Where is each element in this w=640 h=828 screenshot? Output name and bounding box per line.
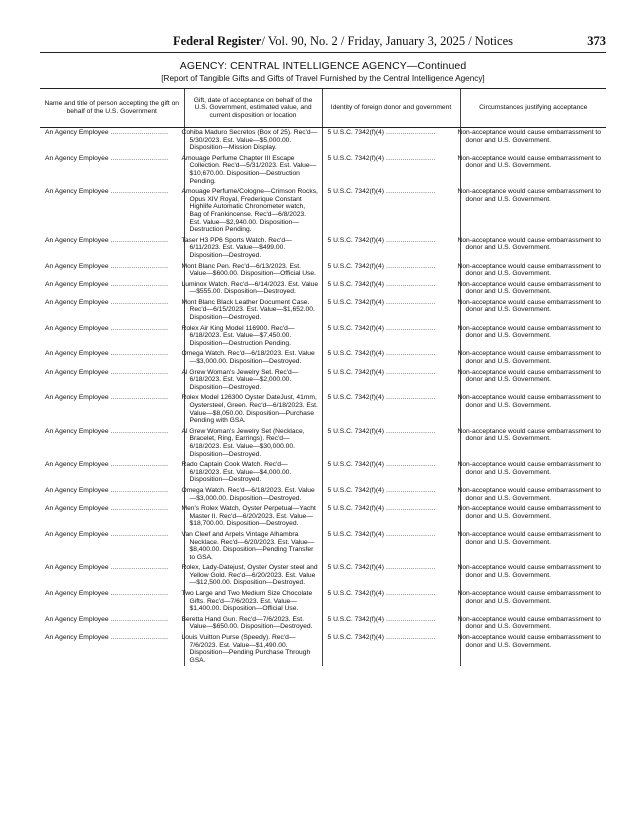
cell-donor: [322, 427, 460, 460]
cell-gift: [181, 262, 322, 280]
cell-gift-text: Al Grew Woman's Jewelry Set. Rec'd—6/18/2023. Est. Value—$2,000.00. Disposition—Destroyed.: [181, 368, 299, 391]
column-header-gift: Gift, date of acceptance on behalf of the U.S. Government, estimated value, and current disposition or location: [184, 89, 322, 128]
cell-donor: [322, 486, 460, 504]
table-row: [40, 589, 606, 615]
cell-recipient: [40, 280, 184, 298]
cell-recipient: [40, 187, 184, 236]
cell-recipient: [40, 349, 184, 367]
cell-recipient: [40, 368, 184, 394]
cell-recipient-text: An Agency Employee: [45, 298, 109, 306]
cell-donor: [322, 530, 460, 563]
cell-gift-text: Taser H3 PP6 Sports Watch. Rec'd—6/11/2023. Est. Value—$499.00. Disposition—Destroyed.: [181, 236, 292, 259]
leader-dots: ............................: [108, 615, 169, 623]
cell-donor-text: 5 U.S.C. 7342(f)(4): [327, 486, 384, 494]
cell-donor-text: 5 U.S.C. 7342(f)(4): [327, 236, 384, 244]
cell-circumstances: [457, 393, 606, 426]
cell-gift: [181, 187, 322, 236]
cell-gift: [181, 324, 322, 350]
leader-dots: ............................: [108, 350, 169, 358]
cell-recipient-text: An Agency Employee: [45, 634, 109, 642]
cell-gift: [181, 349, 322, 367]
cell-gift: [181, 530, 322, 563]
cell-recipient-text: An Agency Employee: [45, 280, 109, 288]
cell-circumstances: [457, 154, 606, 187]
cell-recipient-text: An Agency Employee: [45, 188, 109, 196]
leader-dots: ........................: [384, 486, 436, 494]
cell-circumstances: [457, 187, 606, 236]
cell-circumstances-text: Non-acceptance would cause embarrassment to donor and U.S. Government.: [457, 368, 601, 384]
cell-circumstances-text: Non-acceptance would cause embarrassment to donor and U.S. Government.: [457, 280, 601, 296]
cell-circumstances: [457, 324, 606, 350]
journal-name: Federal Register: [172, 34, 262, 48]
cell-recipient-text: An Agency Employee: [45, 236, 109, 244]
cell-recipient: [40, 427, 184, 460]
table-row: [40, 393, 606, 426]
leader-dots: ........................: [384, 129, 436, 136]
cell-circumstances-text: Non-acceptance would cause embarrassment to donor and U.S. Government.: [457, 564, 601, 579]
table-row: [40, 530, 606, 563]
cell-donor-text: 5 U.S.C. 7342(f)(4): [327, 505, 384, 513]
cell-recipient: [40, 393, 184, 426]
cell-donor-text: 5 U.S.C. 7342(f)(4): [327, 298, 384, 306]
leader-dots: ........................: [384, 590, 436, 598]
table-row: [40, 262, 606, 280]
leader-dots: ........................: [384, 394, 436, 402]
cell-donor: [322, 324, 460, 350]
cell-donor-text: 5 U.S.C. 7342(f)(4): [327, 634, 384, 642]
leader-dots: ........................: [384, 368, 436, 376]
leader-dots: ............................: [108, 530, 169, 538]
agency-heading: AGENCY: CENTRAL INTELLIGENCE AGENCY—Continued: [179, 60, 467, 72]
cell-circumstances: [457, 589, 606, 615]
cell-gift-text: Omega Watch. Rec'd—6/18/2023. Est. Value—$3,000.00. Disposition—Destroyed.: [181, 350, 315, 366]
cell-donor: [322, 128, 460, 154]
table-row: [40, 427, 606, 460]
leader-dots: ........................: [384, 280, 436, 288]
cell-donor: [322, 298, 460, 324]
leader-dots: ............................: [108, 298, 169, 306]
table-row: [40, 615, 606, 633]
cell-circumstances: [457, 128, 606, 154]
cell-gift-text: Rolex Air King Model 116900. Rec'd—6/18/2023. Est. Value—$7,450.00. Disposition—Destruction Pending.: [181, 324, 295, 347]
cell-recipient-text: An Agency Employee: [45, 368, 109, 376]
cell-recipient: [40, 633, 184, 666]
leader-dots: ............................: [108, 324, 169, 332]
cell-donor: [322, 236, 460, 262]
cell-circumstances-text: Non-acceptance would cause embarrassment to donor and U.S. Government.: [457, 188, 601, 203]
leader-dots: ........................: [384, 324, 436, 332]
cell-circumstances: [457, 368, 606, 394]
cell-donor-text: 5 U.S.C. 7342(f)(4): [327, 530, 384, 538]
cell-gift-text: Amouage Perfume Chapter III Escape Collection. Rec'd—5/31/2023. Est. Value—$10,670.00. Disposition—Destruction Pending.: [181, 154, 317, 185]
cell-recipient-text: An Agency Employee: [45, 262, 109, 270]
cell-circumstances-text: Non-acceptance would cause embarrassment to donor and U.S. Government.: [457, 298, 601, 314]
cell-donor-text: 5 U.S.C. 7342(f)(4): [327, 324, 384, 332]
leader-dots: ............................: [108, 427, 169, 435]
table-row: [40, 324, 606, 350]
cell-circumstances: [457, 236, 606, 262]
cell-circumstances-text: Non-acceptance would cause embarrassment to donor and U.S. Government.: [457, 154, 601, 170]
leader-dots: ........................: [384, 505, 436, 513]
cell-donor-text: 5 U.S.C. 7342(f)(4): [327, 427, 384, 435]
cell-gift: [181, 298, 322, 324]
cell-recipient: [40, 530, 184, 563]
table-row: [40, 486, 606, 504]
cell-gift-text: Omega Watch. Rec'd—6/18/2023. Est. Value—$3,000.00. Disposition—Destroyed.: [181, 486, 315, 502]
leader-dots: ............................: [108, 188, 169, 196]
cell-recipient: [40, 589, 184, 615]
cell-gift: [181, 615, 322, 633]
leader-dots: ........................: [384, 427, 436, 435]
report-title: [Report of Tangible Gifts and Gifts of Travel Furnished by the Central Intelligence Agency]: [161, 74, 485, 83]
cell-circumstances-text: Non-acceptance would cause embarrassment to donor and U.S. Government.: [457, 530, 601, 546]
cell-gift-text: Louis Vuitton Purse (Speedy). Rec'd—7/6/2023. Est. Value—$1,490.00. Disposition—Pending Purchase Through GSA.: [181, 634, 311, 664]
cell-gift-text: Beretta Hand Gun. Rec'd—7/6/2023. Est. Value—$650.00. Disposition—Destroyed.: [181, 615, 313, 631]
cell-donor: [322, 615, 460, 633]
cell-gift: [181, 633, 322, 666]
leader-dots: ........................: [384, 564, 436, 572]
cell-gift: [181, 589, 322, 615]
cell-gift-text: Amouage Perfume/Cologne—Crimson Rocks, Opus XIV Royal, Frederique Constant Highlife Automatic Chronometer watch, Bag of Frankincense. Rec'd—6/8/2023. Est. Value—$2,940.00. Disposition—Destruction Pending.: [181, 188, 318, 234]
header-citation: / Vol. 90, No. 2 / Friday, January 3, 2025 / Notices: [261, 34, 513, 48]
cell-circumstances-text: Non-acceptance would cause embarrassment to donor and U.S. Government.: [457, 427, 601, 443]
cell-recipient-text: An Agency Employee: [45, 350, 109, 358]
cell-gift-text: Luminox Watch. Rec'd—6/14/2023. Est. Value—$555.00. Disposition—Destroyed.: [181, 280, 319, 296]
cell-donor: [322, 589, 460, 615]
cell-donor: [322, 187, 460, 236]
cell-gift: [181, 368, 322, 394]
cell-circumstances: [457, 563, 606, 589]
cell-gift: [181, 460, 322, 486]
cell-circumstances-text: Non-acceptance would cause embarrassment to donor and U.S. Government.: [457, 262, 601, 278]
leader-dots: ............................: [108, 634, 169, 642]
cell-circumstances: [457, 504, 606, 530]
cell-circumstances-text: Non-acceptance would cause embarrassment to donor and U.S. Government.: [457, 505, 601, 520]
cell-gift: [181, 504, 322, 530]
cell-circumstances: [457, 298, 606, 324]
cell-circumstances-text: Non-acceptance would cause embarrassment to donor and U.S. Government.: [457, 486, 601, 502]
cell-circumstances: [457, 349, 606, 367]
table-row: [40, 504, 606, 530]
cell-donor-text: 5 U.S.C. 7342(f)(4): [327, 590, 384, 598]
leader-dots: ............................: [108, 236, 169, 244]
cell-circumstances: [457, 530, 606, 563]
header-rule: [40, 52, 606, 53]
running-header: [40, 34, 606, 50]
cell-recipient-text: An Agency Employee: [45, 564, 109, 572]
table-row: [40, 154, 606, 187]
cell-circumstances-text: Non-acceptance would cause embarrassment to donor and U.S. Government.: [457, 324, 601, 340]
cell-donor: [322, 633, 460, 666]
cell-recipient-text: An Agency Employee: [45, 129, 109, 136]
leader-dots: ............................: [108, 394, 169, 402]
cell-circumstances-text: Non-acceptance would cause embarrassment to donor and U.S. Government.: [457, 590, 601, 605]
cell-recipient-text: An Agency Employee: [45, 590, 109, 598]
cell-gift-text: Van Cleef and Arpels Vintage Alhambra Necklace. Rec'd—6/20/2023. Est. Value—$8,400.00. Disposition—Pending Transfer to GSA.: [181, 530, 315, 561]
leader-dots: ............................: [108, 461, 169, 469]
cell-circumstances-text: Non-acceptance would cause embarrassment to donor and U.S. Government.: [457, 236, 601, 252]
cell-donor: [322, 563, 460, 589]
cell-recipient: [40, 504, 184, 530]
leader-dots: ............................: [108, 564, 169, 572]
cell-donor-text: 5 U.S.C. 7342(f)(4): [327, 615, 384, 623]
cell-gift: [181, 154, 322, 187]
cell-recipient: [40, 460, 184, 486]
table-header-row: [40, 89, 606, 128]
leader-dots: ............................: [108, 262, 169, 270]
cell-recipient: [40, 236, 184, 262]
cell-donor: [322, 368, 460, 394]
table-row: [40, 236, 606, 262]
cell-donor-text: 5 U.S.C. 7342(f)(4): [327, 129, 384, 136]
cell-gift-text: Rado Captain Cook Watch. Rec'd—6/18/2023. Est. Value—$4,000.00. Disposition—Destroyed.: [181, 461, 292, 484]
cell-gift: [181, 563, 322, 589]
cell-donor-text: 5 U.S.C. 7342(f)(4): [327, 154, 384, 162]
leader-dots: ........................: [384, 298, 436, 306]
cell-recipient-text: An Agency Employee: [45, 615, 109, 623]
cell-recipient: [40, 128, 184, 154]
table-row: [40, 280, 606, 298]
cell-gift-text: Men's Rolex Watch, Oyster Perpetual—Yacht Master II. Rec'd—6/20/2023. Est. Value—$18,700.00. Disposition—Destroyed.: [181, 505, 316, 528]
cell-recipient: [40, 486, 184, 504]
leader-dots: ............................: [108, 368, 169, 376]
cell-gift-text: Cohiba Maduro Secretos (Box of 25). Rec'd—5/30/2023. Est. Value—$5,000.00. Disposition—Mission Display.: [181, 129, 318, 152]
cell-recipient: [40, 298, 184, 324]
cell-circumstances-text: Non-acceptance would cause embarrassment to donor and U.S. Government.: [457, 394, 601, 409]
cell-donor-text: 5 U.S.C. 7342(f)(4): [327, 188, 384, 196]
cell-donor: [322, 504, 460, 530]
cell-recipient: [40, 324, 184, 350]
page-number: 373: [587, 34, 606, 48]
cell-circumstances-text: Non-acceptance would cause embarrassment to donor and U.S. Government.: [457, 634, 601, 649]
leader-dots: ........................: [384, 262, 436, 270]
cell-recipient-text: An Agency Employee: [45, 530, 109, 538]
table-row: [40, 349, 606, 367]
leader-dots: ........................: [384, 461, 436, 469]
cell-circumstances-text: Non-acceptance would cause embarrassment to donor and U.S. Government.: [457, 350, 601, 366]
leader-dots: ........................: [384, 615, 436, 623]
column-header-circumstances: Circumstances justifying acceptance: [460, 89, 606, 128]
table-row: [40, 187, 606, 236]
cell-gift-text: Al Grew Woman's Jewelry Set (Necklace, Bracelet, Ring, Earrings). Rec'd—6/18/2023. Est. Value—$30,000.00. Disposition—Destroyed.: [181, 427, 305, 458]
cell-recipient: [40, 154, 184, 187]
gifts-table: [40, 88, 606, 666]
table-row: [40, 460, 606, 486]
cell-circumstances-text: Non-acceptance would cause embarrassment to donor and U.S. Government.: [457, 615, 601, 631]
cell-circumstances: [457, 460, 606, 486]
cell-circumstances-text: Non-acceptance would cause embarrassment to donor and U.S. Government.: [457, 129, 601, 144]
cell-circumstances: [457, 615, 606, 633]
cell-recipient: [40, 615, 184, 633]
leader-dots: ............................: [108, 590, 169, 598]
table-row: [40, 298, 606, 324]
cell-gift-text: Rolex, Lady-Datejust, Oyster Oyster steel and Yellow Gold. Rec'd—6/20/2023. Est. Value—$12,500.00. Disposition—Destroyed.: [181, 564, 318, 587]
cell-donor-text: 5 U.S.C. 7342(f)(4): [327, 280, 384, 288]
cell-donor: [322, 262, 460, 280]
cell-circumstances: [457, 633, 606, 666]
cell-gift: [181, 128, 322, 154]
table-row: [40, 633, 606, 666]
cell-donor: [322, 460, 460, 486]
cell-gift: [181, 427, 322, 460]
cell-donor: [322, 280, 460, 298]
table-body: [40, 128, 606, 667]
cell-gift: [181, 393, 322, 426]
cell-circumstances: [457, 262, 606, 280]
header-title: [150, 34, 536, 49]
leader-dots: ........................: [384, 236, 436, 244]
cell-donor-text: 5 U.S.C. 7342(f)(4): [327, 564, 384, 572]
cell-recipient-text: An Agency Employee: [45, 505, 109, 513]
table-row: [40, 128, 606, 154]
cell-circumstances: [457, 486, 606, 504]
cell-recipient-text: An Agency Employee: [45, 324, 109, 332]
cell-donor-text: 5 U.S.C. 7342(f)(4): [327, 394, 384, 402]
cell-gift-text: Mont Blanc Black Leather Document Case. Rec'd—6/15/2023. Est. Value—$1,652.00. Disposition—Destroyed.: [181, 298, 315, 322]
leader-dots: ............................: [108, 154, 169, 162]
leader-dots: ............................: [108, 129, 169, 136]
cell-recipient: [40, 563, 184, 589]
table-row: [40, 368, 606, 394]
cell-recipient-text: An Agency Employee: [45, 154, 109, 162]
cell-donor-text: 5 U.S.C. 7342(f)(4): [327, 262, 384, 270]
column-header-name: Name and title of person accepting the gift on behalf of the U.S. Government: [40, 89, 184, 128]
cell-gift-text: Rolex Model 126300 Oyster DateJust, 41mm, Oystersteel, Green. Rec'd—6/18/2023. Est. Value—$8,050.00. Disposition—Purchase Pending with GSA.: [181, 394, 318, 425]
cell-gift: [181, 486, 322, 504]
cell-circumstances-text: Non-acceptance would cause embarrassment to donor and U.S. Government.: [457, 461, 601, 476]
leader-dots: ............................: [108, 486, 169, 494]
cell-donor: [322, 349, 460, 367]
cell-circumstances: [457, 280, 606, 298]
cell-gift-text: Two Large and Two Medium Size Chocolate Gifts. Rec'd—7/6/2023. Est. Value—$1,400.00. Disposition—Official Use.: [181, 590, 313, 613]
cell-recipient-text: An Agency Employee: [45, 486, 109, 494]
leader-dots: ........................: [384, 154, 436, 162]
cell-gift: [181, 236, 322, 262]
column-header-donor: Identity of foreign donor and government: [322, 89, 460, 128]
cell-donor-text: 5 U.S.C. 7342(f)(4): [327, 368, 384, 376]
cell-recipient-text: An Agency Employee: [45, 461, 109, 469]
cell-recipient-text: An Agency Employee: [45, 427, 109, 435]
leader-dots: ............................: [108, 505, 169, 513]
leader-dots: ........................: [384, 530, 436, 538]
leader-dots: ........................: [384, 188, 436, 196]
leader-dots: ............................: [108, 280, 169, 288]
cell-recipient-text: An Agency Employee: [45, 394, 109, 402]
leader-dots: ........................: [384, 350, 436, 358]
cell-gift: [181, 280, 322, 298]
cell-donor-text: 5 U.S.C. 7342(f)(4): [327, 350, 384, 358]
cell-donor: [322, 393, 460, 426]
cell-donor-text: 5 U.S.C. 7342(f)(4): [327, 461, 384, 469]
table-row: [40, 563, 606, 589]
cell-gift-text: Mont Blanc Pen. Rec'd—6/13/2023. Est. Value—$600.00. Disposition—Official Use.: [181, 262, 317, 278]
cell-recipient: [40, 262, 184, 280]
cell-donor: [322, 154, 460, 187]
leader-dots: ........................: [384, 634, 436, 642]
cell-circumstances: [457, 427, 606, 460]
